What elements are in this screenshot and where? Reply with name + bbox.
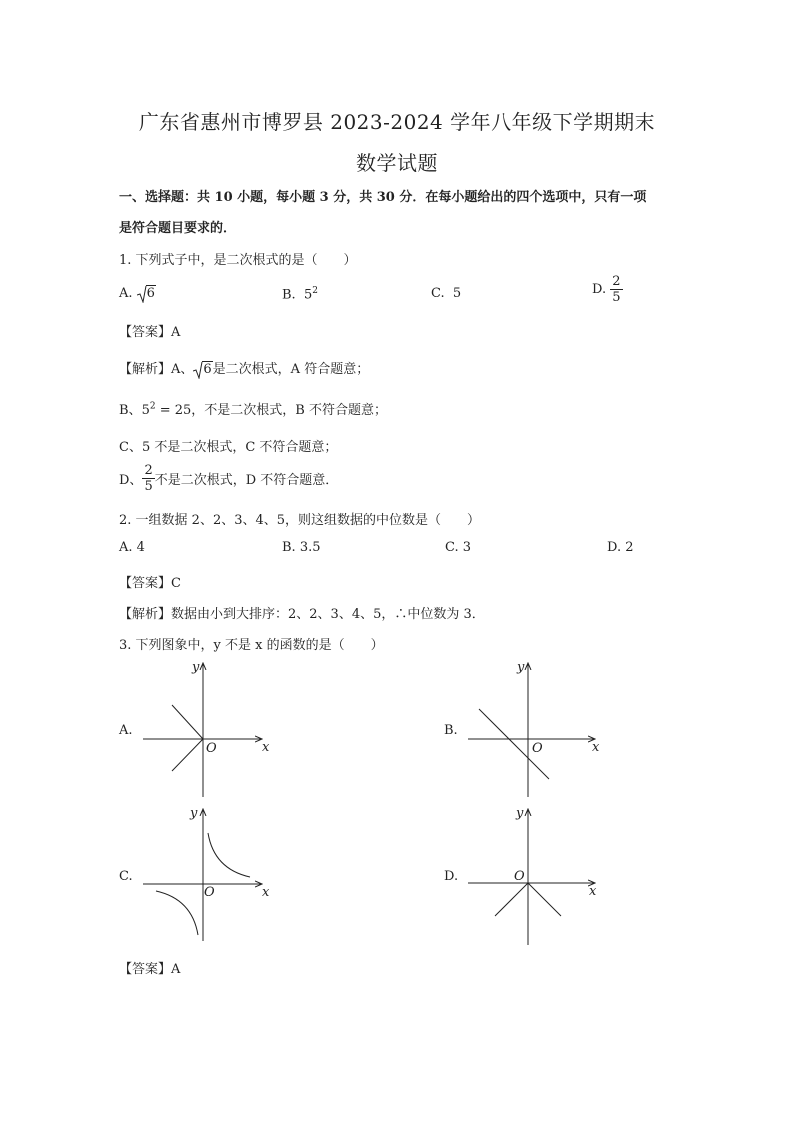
q1-explanation-b <box>119 399 387 418</box>
y-axis-label: y <box>517 660 525 675</box>
q1-option-b <box>282 286 318 302</box>
explanation-text: = 25，不是二次根式，B 不符合题意； <box>155 403 387 418</box>
fraction-numerator: 2 <box>612 274 621 289</box>
explanation-text: 是二次根式，A 符合题意； <box>212 362 370 377</box>
q1-option-d <box>592 274 623 305</box>
question-1-stem: 1. 下列式子中，是二次根式的是（ ） <box>119 253 357 268</box>
q3-answer: 【答案】A <box>119 962 181 977</box>
graph-b-label: B. <box>444 723 458 738</box>
graph-c <box>140 803 280 948</box>
q1-explanation-d <box>119 463 338 494</box>
q1-answer: 【答案】A <box>119 325 181 340</box>
sqrt-expression <box>137 286 156 301</box>
power-base: 5 <box>141 403 150 418</box>
graph-d <box>465 803 605 948</box>
sqrt-expression <box>193 362 212 377</box>
q2-option-c: C. 3 <box>445 540 472 555</box>
radicand: 6 <box>203 362 212 377</box>
q1-explanation-c: C、5 不是二次根式，C 不符合题意； <box>119 440 338 455</box>
q1-option-a <box>119 286 156 301</box>
option-label: D. <box>592 282 607 297</box>
y-axis-label: y <box>516 806 524 821</box>
graph-d-label: D. <box>444 869 459 884</box>
explanation-prefix: D、 <box>119 473 143 488</box>
fraction <box>142 463 154 494</box>
graph-b <box>465 655 605 800</box>
graph-line <box>172 705 203 739</box>
hyperbola-branch <box>208 833 250 877</box>
q2-explanation: 【解析】数据由小到大排序：2、2、3、4、5，∴中位数为 3． <box>119 607 485 622</box>
q1-option-c <box>431 286 461 301</box>
x-axis-label: x <box>262 885 270 900</box>
fraction-denominator: 5 <box>612 290 621 305</box>
power-exponent: 2 <box>312 286 318 296</box>
q2-option-a: A. 4 <box>119 540 145 555</box>
question-3-stem: 3. 下列图象中，y 不是 x 的函数的是（ ） <box>119 638 384 653</box>
power-exponent: 2 <box>149 401 156 412</box>
section-heading-cont: 是符合题目要求的． <box>119 221 237 236</box>
x-axis-label: x <box>262 740 270 755</box>
document-title: 广东省惠州市博罗县 2023-2024 学年八年级下学期期末 <box>138 110 656 134</box>
graph-line <box>172 739 203 771</box>
explanation-text: 不是二次根式，D 不符合题意． <box>154 473 339 488</box>
graph-line <box>528 883 561 916</box>
section-heading: 一、选择题：共 10 小题，每小题 3 分，共 30 分．在每小题给出的四个选项中，只有一项 <box>119 190 647 205</box>
q2-answer: 【答案】C <box>119 576 181 591</box>
explanation-prefix: 【解析】A、 <box>119 362 194 377</box>
radicand: 6 <box>146 286 155 301</box>
fraction-denominator: 5 <box>144 479 153 494</box>
origin-label: O <box>206 741 217 756</box>
x-axis-label: x <box>589 884 597 899</box>
question-2-stem: 2. 一组数据 2、2、3、4、5，则这组数据的中位数是（ ） <box>119 513 481 528</box>
graph-a-label: A. <box>119 723 133 738</box>
q2-option-d: D. 2 <box>607 540 634 555</box>
explanation-prefix: B、 <box>119 403 142 418</box>
hyperbola-branch <box>156 891 198 935</box>
graph-c-label: C. <box>119 869 133 884</box>
q1-explanation-a <box>119 358 369 377</box>
x-axis-label: x <box>592 740 600 755</box>
fraction-numerator: 2 <box>144 463 153 478</box>
document-subtitle: 数学试题 <box>356 151 438 175</box>
origin-label: O <box>532 741 543 756</box>
graph-line <box>495 883 528 916</box>
y-axis-label: y <box>190 806 198 821</box>
graph-a <box>140 655 280 800</box>
option-label: C. <box>431 286 445 301</box>
fraction <box>610 274 622 305</box>
option-label: A. <box>119 286 133 301</box>
option-value: 5 <box>452 286 462 301</box>
option-label: B. <box>282 287 296 303</box>
origin-label: O <box>514 869 525 884</box>
y-axis-label: y <box>192 660 200 675</box>
q2-option-b: B. 3.5 <box>282 540 321 555</box>
power-base: 5 <box>303 287 313 303</box>
origin-label: O <box>204 885 215 900</box>
